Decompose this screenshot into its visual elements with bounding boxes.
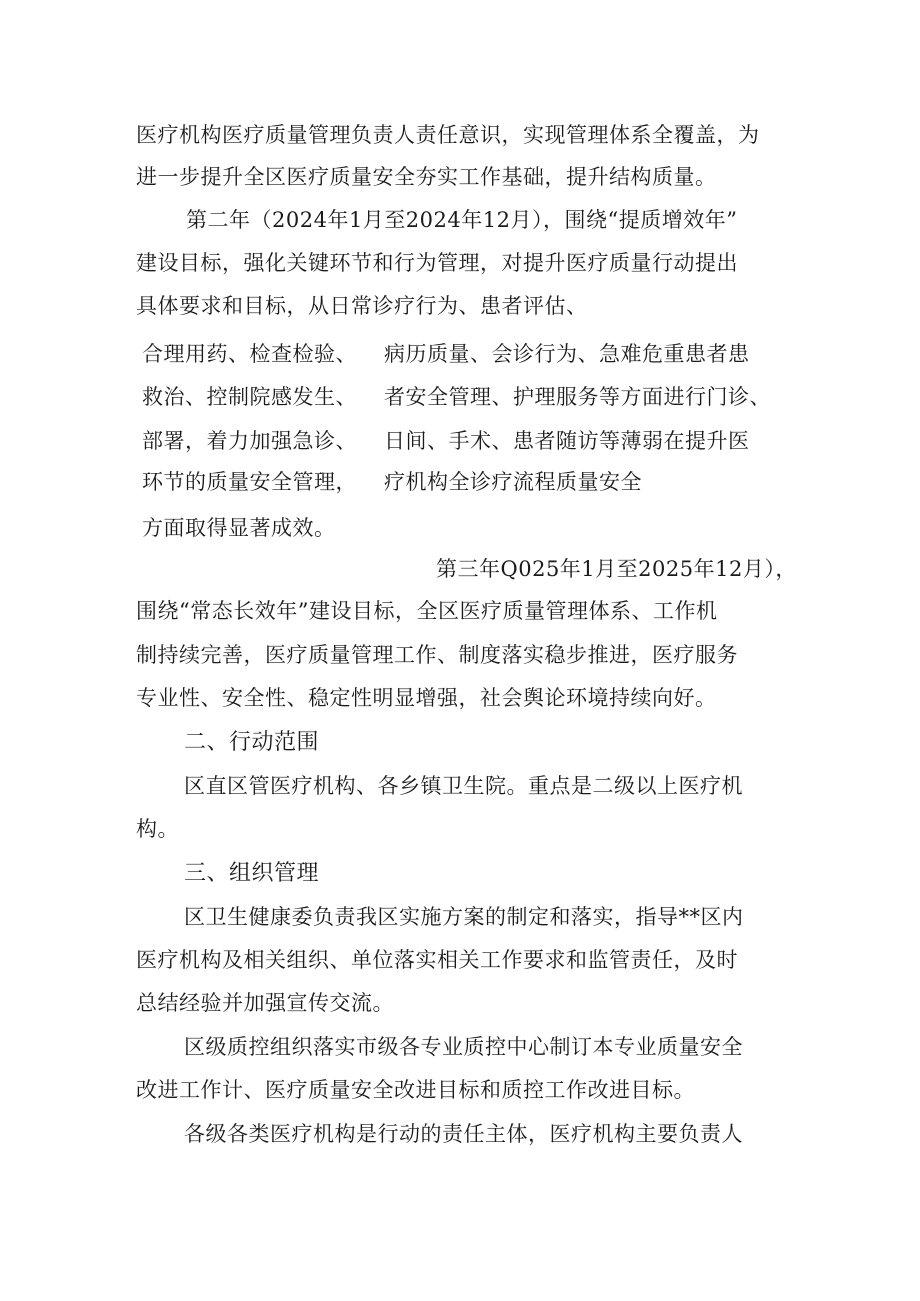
column-left-line-4: 环节的质量安全管理， bbox=[142, 470, 357, 494]
section-3-p2-line-2: 改进工作计、医疗质量安全改进目标和质控工作改进目标。 bbox=[136, 1078, 695, 1102]
paragraph-3-line-3: 制持续完善，医疗质量管理工作、制度落实稳步推进，医疗服务 bbox=[136, 643, 738, 667]
section-2-line-2: 构。 bbox=[136, 817, 179, 841]
section-2-heading: 二、行动范围 bbox=[184, 730, 320, 755]
column-right-line-2: 者安全管理、护理服务等方面进行门诊、 bbox=[384, 385, 771, 409]
section-3-p3-line-1: 各级各类医疗机构是行动的责任主体，医疗机构主要负责人 bbox=[184, 1122, 743, 1146]
column-right-line-3: 日间、手术、患者随访等薄弱在提升医 bbox=[384, 429, 750, 453]
column-left-line-2: 救治、控制院感发生、 bbox=[142, 385, 357, 409]
column-right-line-4: 疗机构全诊疗流程质量安全 bbox=[384, 470, 642, 494]
section-3-p1-line-2: 医疗机构及相关组织、单位落实相关工作要求和监管责任，及时 bbox=[136, 948, 738, 972]
column-left-line-5: 方面取得显著成效。 bbox=[142, 516, 336, 540]
section-3-p1-line-3: 总结经验并加强宣传交流。 bbox=[136, 991, 394, 1015]
paragraph-2-line-1: 第二年（2024年1月至2024年12月），围绕“提质增效年” bbox=[186, 208, 738, 232]
paragraph-2-line-3: 具体要求和目标，从日常诊疗行为、患者评估、 bbox=[136, 294, 588, 318]
section-3-p2-line-1: 区级质控组织落实市级各专业质控中心制订本专业质量安全 bbox=[184, 1035, 743, 1059]
column-left-line-1: 合理用药、检查检验、 bbox=[142, 342, 357, 366]
section-3-p1-line-1: 区卫生健康委负责我区实施方案的制定和落实，指导**区内 bbox=[184, 905, 744, 929]
paragraph-3-line-2: 围绕“常态长效年”建设目标，全区医疗质量管理体系、工作机 bbox=[136, 599, 718, 623]
section-2-line-1: 区直区管医疗机构、各乡镇卫生院。重点是二级以上医疗机 bbox=[184, 774, 743, 798]
column-left-line-3: 部署，着力加强急诊、 bbox=[142, 429, 357, 453]
paragraph-2-line-2: 建设目标，强化关键环节和行为管理，对提升医疗质量行动提出 bbox=[136, 251, 738, 275]
section-3-heading: 三、组织管理 bbox=[184, 861, 320, 886]
paragraph-1-line-1: 医疗机构医疗质量管理负责人责任意识，实现管理体系全覆盖，为 bbox=[136, 123, 760, 147]
column-right-line-1: 病历质量、会诊行为、急难危重患者患 bbox=[384, 342, 750, 366]
paragraph-3-line-1: 第三年Q025年1月至2025年12月）， bbox=[436, 557, 797, 581]
paragraph-1-line-2: 进一步提升全区医疗质量安全夯实工作基础，提升结构质量。 bbox=[136, 165, 717, 189]
paragraph-3-line-4: 专业性、安全性、稳定性明显增强，社会舆论环境持续向好。 bbox=[136, 686, 717, 710]
